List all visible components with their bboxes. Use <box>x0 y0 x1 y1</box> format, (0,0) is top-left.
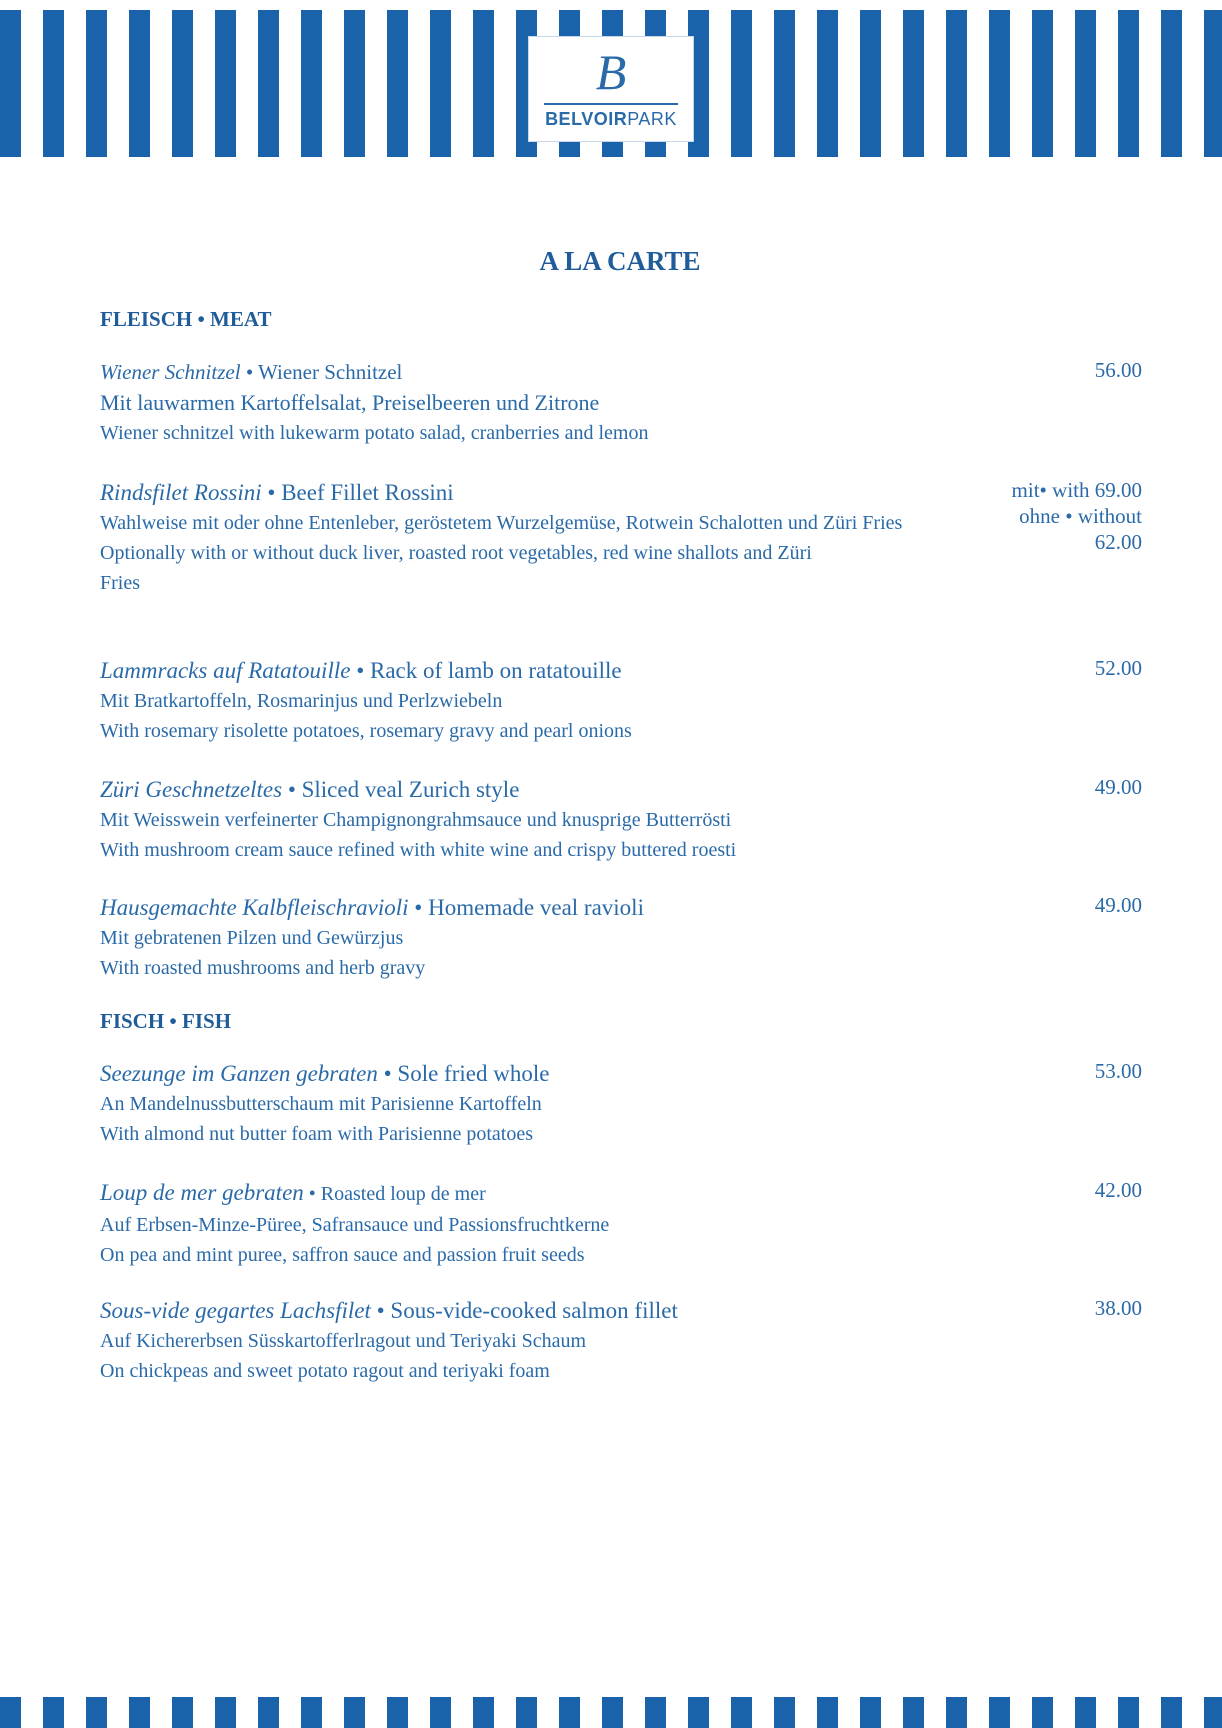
item-desc-en: With mushroom cream sauce refined with white wine and crispy buttered roesti <box>100 839 737 861</box>
item-desc-de: Wahlweise mit oder ohne Entenleber, geröstetem Wurzelgemüse, Rotwein Schalotten und Züri Fries <box>100 512 903 534</box>
section-heading-meat: FLEISCH • MEAT <box>100 307 272 331</box>
item-name <box>100 357 1142 388</box>
logo-name-light: PARK <box>627 109 677 129</box>
section-heading-fish: FISCH • FISH <box>100 1009 232 1033</box>
menu-item-loup-de-mer <box>100 1177 1142 1270</box>
item-name-en: • Sole fried whole <box>377 1061 550 1086</box>
menu-item-seezunge <box>100 1058 1142 1149</box>
item-price: 49.00 <box>1094 775 1142 799</box>
item-name <box>100 892 1142 923</box>
item-price: 42.00 <box>1094 1178 1142 1202</box>
item-desc-de: Mit gebratenen Pilzen und Gewürzjus <box>100 927 404 949</box>
item-name-de: Sous-vide gegartes Lachsfilet <box>100 1298 371 1323</box>
item-desc-de: Mit Weisswein verfeinerter Champignongrahmsauce und knusprige Butterrösti <box>100 809 732 831</box>
item-name-en: • Beef Fillet Rossini <box>261 480 454 505</box>
item-desc-de: Auf Kichererbsen Süsskartofferlragout und Teriyaki Schaum <box>100 1330 587 1352</box>
menu-item-lammracks <box>100 655 1142 746</box>
price-without-label: ohne • without <box>1019 504 1142 528</box>
logo-name-bold: BELVOIR <box>545 109 628 129</box>
item-name-de: Lammracks auf Ratatouille <box>100 658 351 683</box>
belvoirpark-logo <box>528 36 694 142</box>
menu-item-kalbfleischravioli <box>100 892 1142 983</box>
item-price: 53.00 <box>1094 1059 1142 1083</box>
item-name-en: • Rack of lamb on ratatouille <box>350 658 622 683</box>
item-desc-de: Mit Bratkartoffeln, Rosmarinjus und Perlzwiebeln <box>100 690 503 712</box>
item-desc-en: On pea and mint puree, saffron sauce and passion fruit seeds <box>100 1244 585 1266</box>
item-name <box>100 655 1142 686</box>
item-price: 56.00 <box>1094 358 1142 382</box>
item-name-en: • Sliced veal Zurich style <box>282 777 520 802</box>
price-without-value: 62.00 <box>1094 530 1142 554</box>
item-name-de: Züri Geschnetzeltes <box>100 777 283 802</box>
logo-divider <box>544 103 678 105</box>
item-name <box>100 477 1142 508</box>
item-price <box>1012 477 1142 555</box>
item-name-de: Hausgemachte Kalbfleischravioli <box>100 895 409 920</box>
item-name-de: Loup de mer gebraten <box>100 1180 304 1205</box>
item-price: 49.00 <box>1094 893 1142 917</box>
item-desc-en: With almond nut butter foam with Parisienne potatoes <box>100 1123 533 1145</box>
menu-item-wiener-schnitzel <box>100 357 1142 448</box>
menu-item-lachsfilet <box>100 1295 1142 1386</box>
item-name-en: • Homemade veal ravioli <box>408 895 644 920</box>
item-name <box>100 1295 1142 1326</box>
item-desc-en: On chickpeas and sweet potato ragout and teriyaki foam <box>100 1360 550 1382</box>
menu-item-rindsfilet-rossini <box>100 477 1142 598</box>
logo-wordmark <box>529 108 693 130</box>
item-name-de: Rindsfilet Rossini <box>100 480 262 505</box>
item-desc-en: Optionally with or without duck liver, roasted root vegetables, red wine shallots and Züri Fries <box>100 542 812 594</box>
item-name-en: • Roasted loup de mer <box>303 1183 486 1205</box>
item-name-en: • Sous-vide-cooked salmon fillet <box>370 1298 678 1323</box>
price-with-liver: mit• with 69.00 <box>1011 478 1142 502</box>
item-desc-en: With roasted mushrooms and herb gravy <box>100 957 426 979</box>
menu-title: A LA CARTE <box>539 246 701 276</box>
item-price: 38.00 <box>1094 1296 1142 1320</box>
item-name <box>100 1177 1142 1210</box>
item-name-en: • Wiener Schnitzel <box>240 360 403 384</box>
item-price: 52.00 <box>1094 656 1142 680</box>
item-desc-de: An Mandelnussbutterschaum mit Parisienne Kartoffeln <box>100 1093 542 1115</box>
item-name-de: Seezunge im Ganzen gebraten <box>100 1061 378 1086</box>
item-name <box>100 774 1142 805</box>
bottom-stripe-band <box>0 1697 1222 1728</box>
item-desc-de: Mit lauwarmen Kartoffelsalat, Preiselbeeren und Zitrone <box>100 390 600 415</box>
item-name <box>100 1058 1142 1089</box>
item-desc-en: With rosemary risolette potatoes, rosemary gravy and pearl onions <box>100 720 632 742</box>
logo-monogram: B <box>595 44 627 100</box>
item-desc-en: Wiener schnitzel with lukewarm potato salad, cranberries and lemon <box>100 422 649 444</box>
item-name-de: Wiener Schnitzel <box>100 360 241 384</box>
item-desc-de: Auf Erbsen-Minze-Püree, Safransauce und Passionsfruchtkerne <box>100 1214 610 1236</box>
menu-item-zueri-geschnetzeltes <box>100 774 1142 865</box>
